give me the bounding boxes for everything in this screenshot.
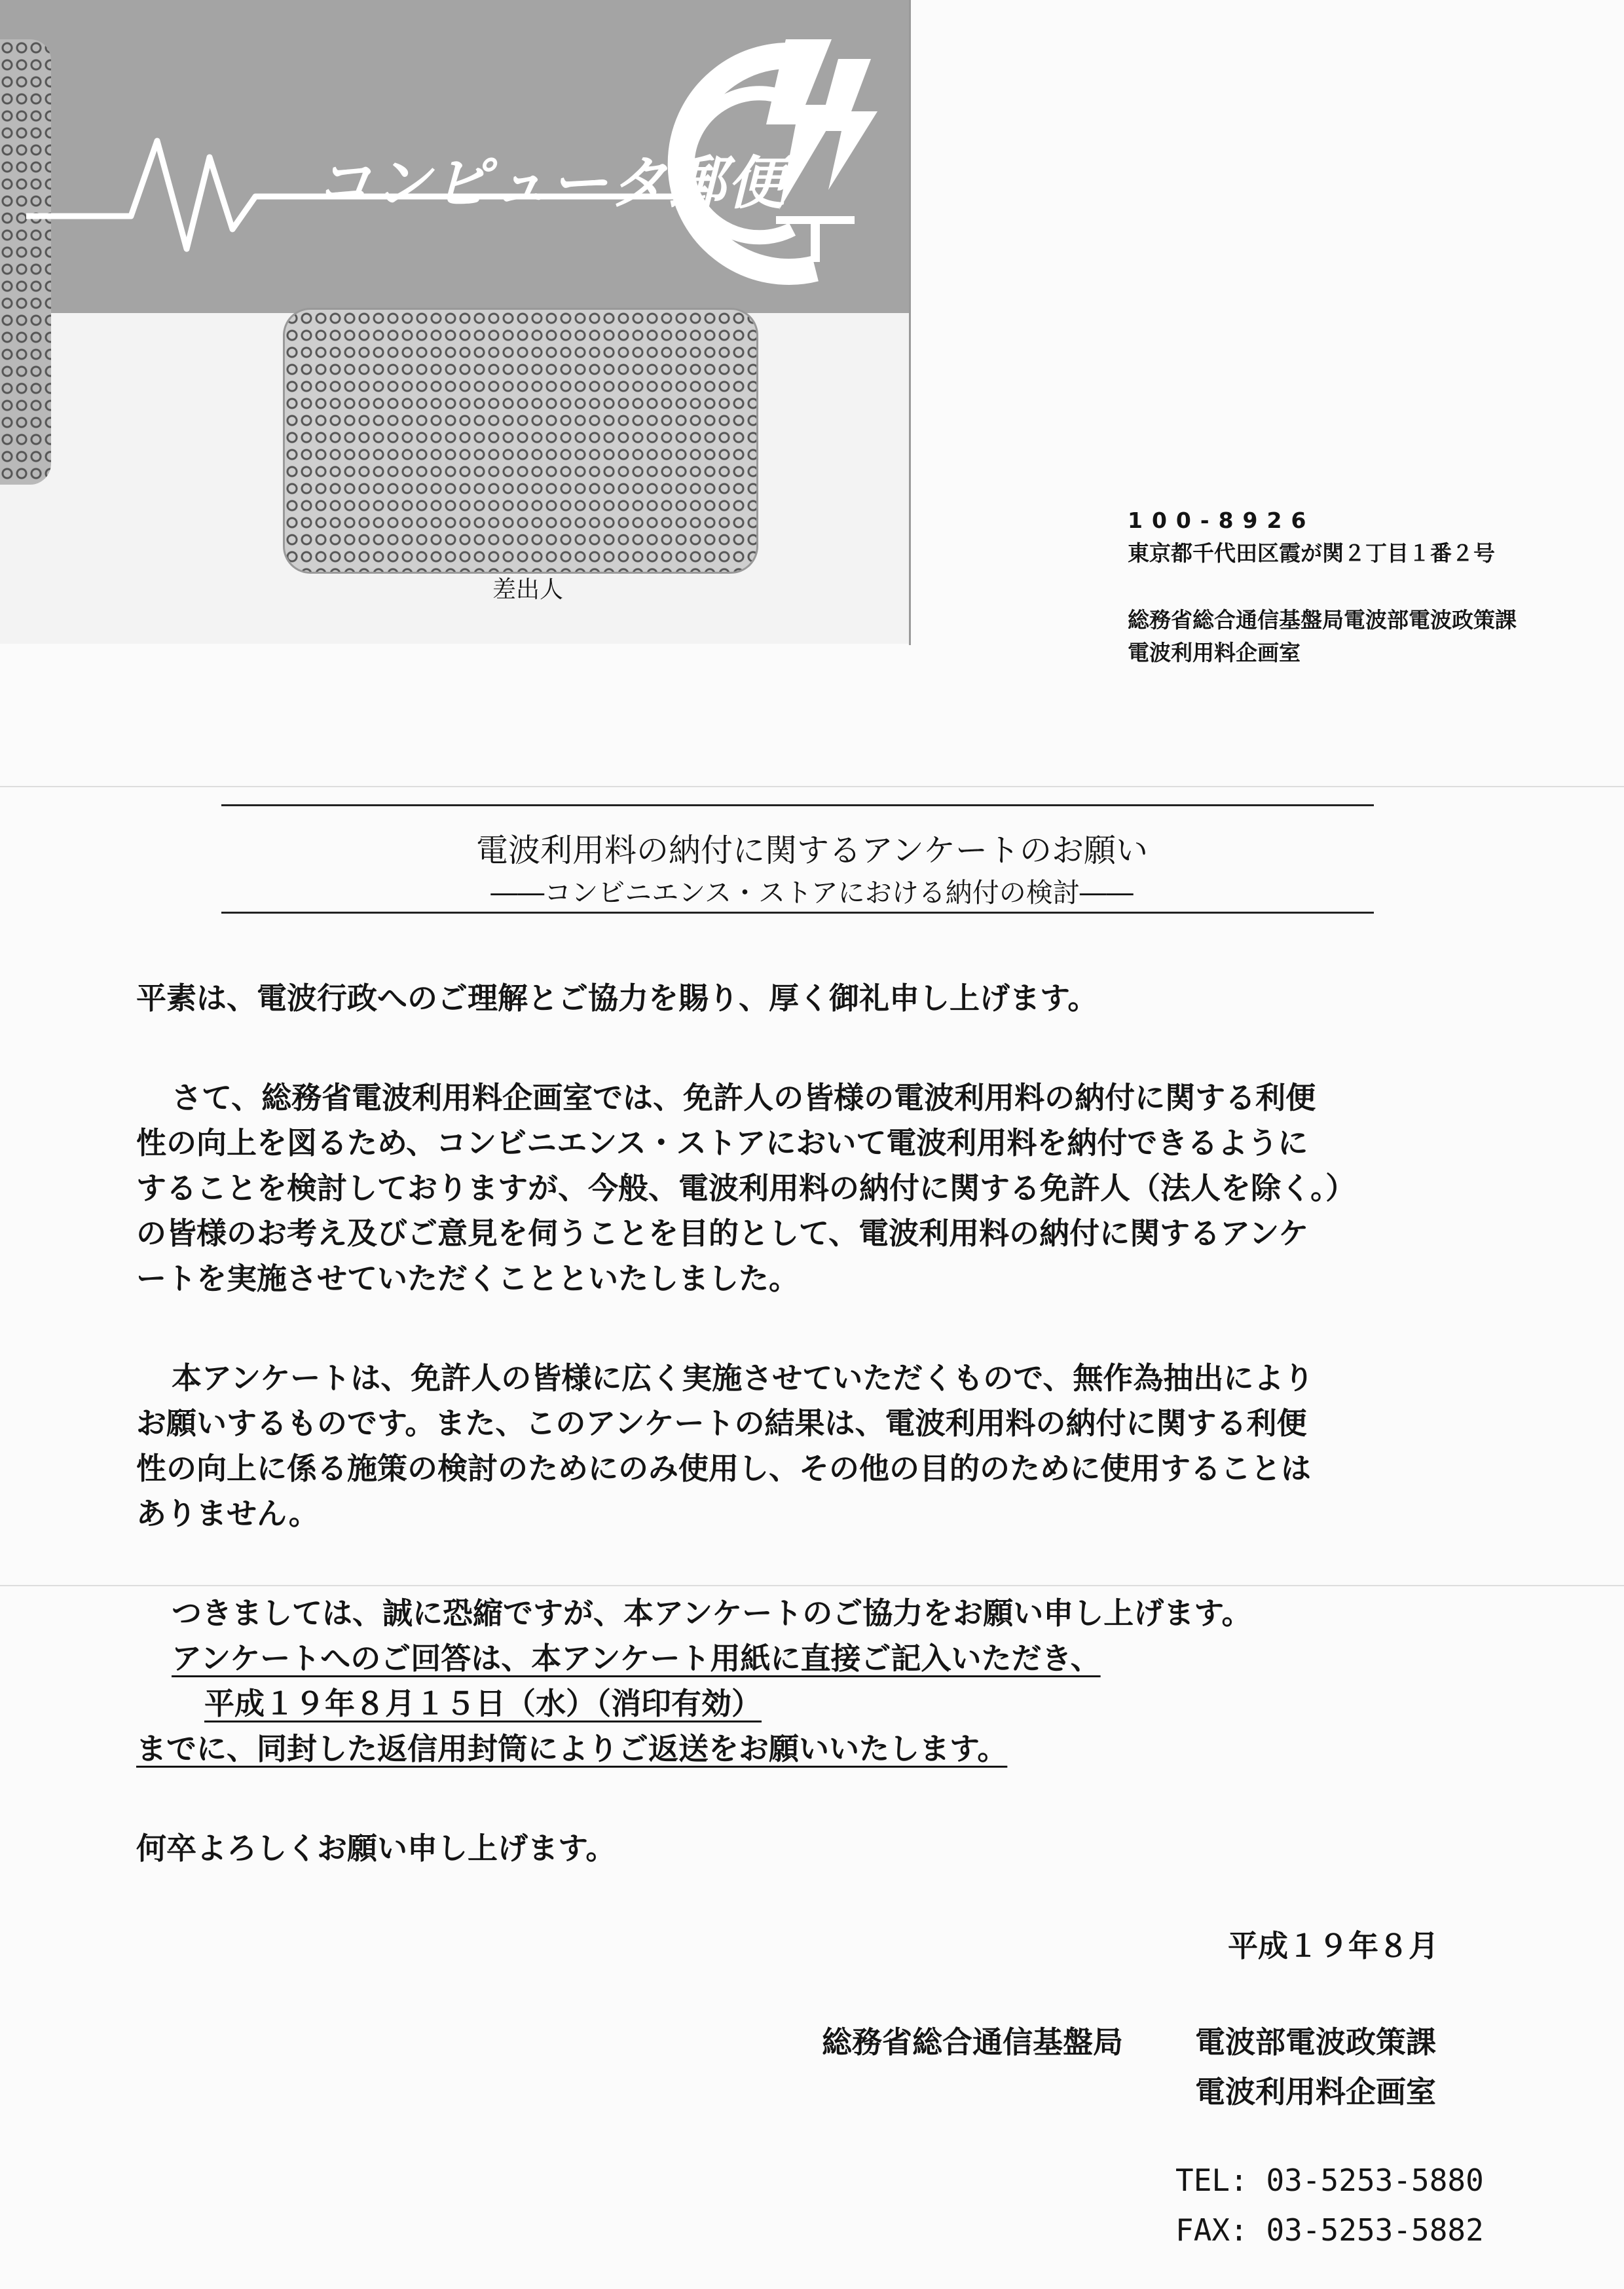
logo-text: コンピュータ郵便 — [314, 149, 786, 217]
para2-line: 性の向上を図るため、コンビニエンス・ストアにおいて電波利用料を納付できるように — [136, 1125, 1308, 1161]
office-line-2: 電波利用料企画室 — [1128, 640, 1301, 665]
postal-code: 100-8926 — [1128, 508, 1316, 533]
signature-division: 電波部電波政策課 — [1195, 2024, 1436, 2060]
office-line-1: 総務省総合通信基盤局電波部電波政策課 — [1128, 607, 1517, 633]
para3-line: お願いするものです。また、このアンケートの結果は、電波利用料の納付に関する利便 — [136, 1405, 1307, 1441]
signature-organization: 総務省総合通信基盤局 — [822, 2024, 1123, 2060]
para4-line: つきましては、誠に恐縮ですが、本アンケートのご協力をお願い申し上げます。 — [172, 1595, 1252, 1631]
signature-office: 電波利用料企画室 — [1195, 2074, 1436, 2110]
sender-label: 差出人 — [492, 576, 564, 603]
return-envelope-line: までに、同封した返信用封筒によりご返送をお願いいたします。 — [136, 1731, 1008, 1766]
letter-subtitle: ――コンビニエンス・ストアにおける納付の検討―― — [490, 877, 1134, 908]
address-line: 東京都千代田区霞が関２丁目１番２号 — [1128, 540, 1495, 566]
fold-crease — [0, 786, 1624, 787]
letter-title: 電波利用料の納付に関するアンケートのお願い — [475, 832, 1149, 869]
para2-line: することを検討しておりますが、今般、電波利用料の納付に関する免許人（法人を除く。） — [136, 1170, 1356, 1206]
greeting-text: 平素は、電波行政へのご理解とご協力を賜り、厚く御礼申し上げます。 — [136, 980, 1098, 1016]
letter-date: 平成１９年８月 — [1228, 1928, 1439, 1963]
fold-crease — [0, 1585, 1624, 1586]
para2-line: ートを実施させていただくことといたしました。 — [136, 1261, 799, 1296]
address-window — [283, 308, 758, 574]
title-rule-bottom — [221, 912, 1374, 914]
deadline-line: 平成１９年８月１５日（水）（消印有効） — [204, 1686, 762, 1721]
para3-line: 性の向上に係る施策の検討のためにのみ使用し、その他の目的のために使用することは — [136, 1451, 1311, 1486]
closing-text: 何卒よろしくお願い申し上げます。 — [136, 1831, 616, 1866]
telephone-number: TEL: 03-5253-5880 — [1175, 2163, 1484, 2198]
fax-number: FAX: 03-5253-5882 — [1175, 2212, 1484, 2248]
title-rule-top — [221, 804, 1374, 806]
recipient-address — [1128, 504, 1517, 669]
para3-line: ありません。 — [136, 1496, 319, 1531]
para3-line: 本アンケートは、免許人の皆様に広く実施させていただくもので、無作為抽出により — [172, 1360, 1314, 1396]
para2-line: の皆様のお考え及びご意見を伺うことを目的として、電波利用料の納付に関するアンケ — [136, 1216, 1309, 1251]
response-instruction-line: アンケートへのご回答は、本アンケート用紙に直接ご記入いただき、 — [172, 1641, 1101, 1676]
para2-line: さて、総務省電波利用料企画室では、免許人の皆様の電波利用料の納付に関する利便 — [172, 1080, 1316, 1115]
